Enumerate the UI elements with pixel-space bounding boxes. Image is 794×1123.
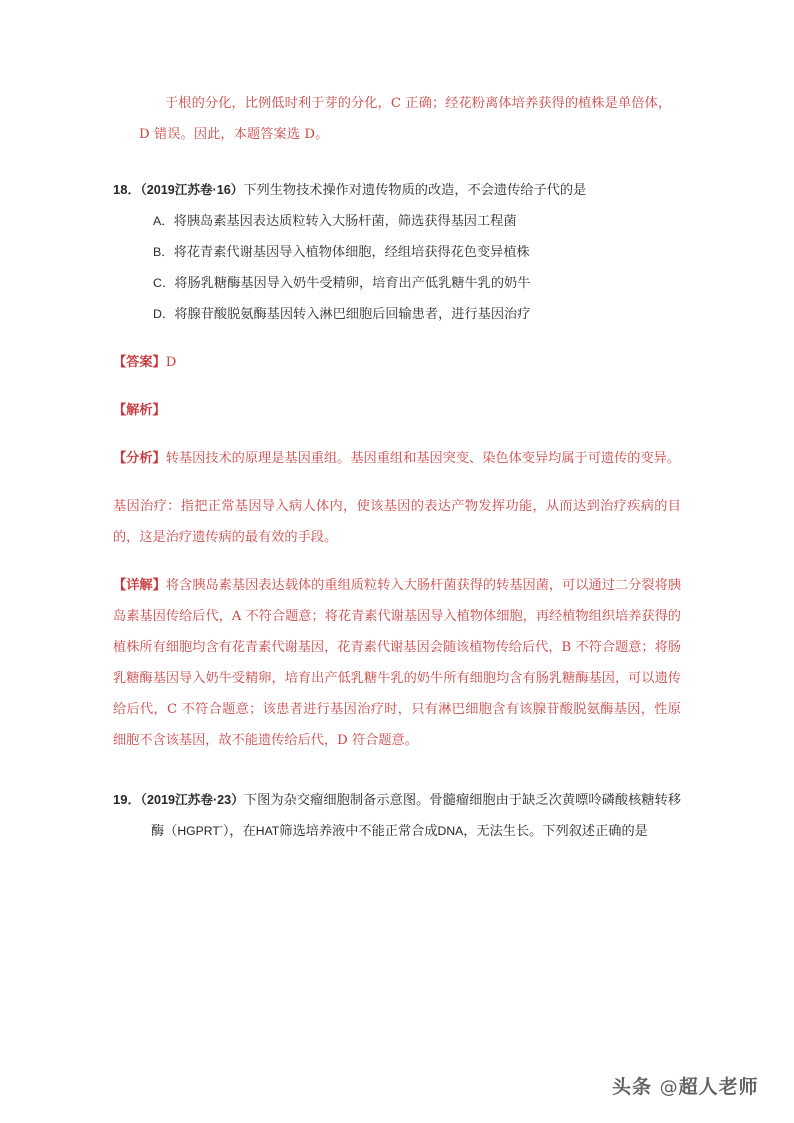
- question-18-option-d: [113, 299, 681, 330]
- watermark-platform: 头条: [612, 1076, 653, 1098]
- option-b-label: B．: [153, 245, 174, 259]
- question-19-text-part4: ，无法生长。下列叙述正确的是: [463, 824, 648, 839]
- gene-therapy-text: 基因治疗：指把正常基因导入病人体内，使该基因的表达产物发挥功能，从而达到治疗疾病的目的，这是治疗遗传病的最有效的手段。: [113, 499, 681, 545]
- hgprt-abbreviation: HGPRT: [177, 824, 220, 838]
- option-b-text: 将花青素代谢基因导入植物体细胞，经组培获得花色变异植株: [173, 245, 530, 260]
- question-18-detailed-explanation: [113, 570, 681, 756]
- option-c-label: C．: [153, 276, 175, 290]
- question-18-number: 18．: [113, 182, 141, 197]
- watermark-author: 超人老师: [678, 1076, 759, 1098]
- hat-abbreviation: HAT: [255, 824, 280, 838]
- question-18-source: （2019江苏卷·16）: [140, 183, 244, 197]
- question-18-stem: 下列生物技术操作对遗传物质的改造，不会遗传给子代的是: [243, 183, 587, 198]
- continued-paragraph: [113, 88, 681, 150]
- analysis-tag: 【分析】: [113, 451, 166, 466]
- question-19-heading: [113, 784, 681, 847]
- option-a-label: A．: [153, 214, 174, 228]
- page-content: [113, 88, 681, 847]
- question-18-explanation-header: [113, 395, 681, 426]
- continued-line-2: D 错误。因此，本题答案选 D。: [139, 127, 329, 142]
- question-18-option-c: [113, 268, 681, 299]
- watermark-at-symbol: @: [659, 1077, 679, 1098]
- option-d-label: D．: [153, 307, 175, 321]
- question-19-source: （2019江苏卷·23）: [140, 793, 244, 807]
- question-19-text-part2: ），在: [222, 824, 256, 839]
- continued-line-1: 于根的分化，比例低时利于芽的分化，C 正确；经花粉离体培养获得的植株是单倍体，: [165, 96, 672, 111]
- option-c-text: 将肠乳糖酶基因导入奶牛受精卵，培育出产低乳糖牛乳的奶牛: [174, 276, 531, 291]
- question-18-answer: [113, 347, 681, 378]
- hgprt-superscript-minus: -: [219, 821, 223, 832]
- question-18-heading: [113, 174, 681, 206]
- question-18-option-a: [113, 206, 681, 237]
- answer-tag: 【答案】: [113, 355, 166, 370]
- option-a-text: 将胰岛素基因表达质粒转入大肠杆菌，筛选获得基因工程菌: [173, 214, 517, 229]
- detail-text: 将含胰岛素基因表达载体的重组质粒转入大肠杆菌获得的转基因菌，可以通过二分裂将胰岛素基因传给后代，A 不符合题意；将花青素代谢基因导入植物体细胞，再经植物组织培养获得的植株所有细胞均含有花青素代谢基因，花青素代谢基因会随该植物传给后代，B 不符合题意；将肠乳糖酶基因导入奶牛受精卵，培育出产低乳糖牛乳的奶牛所有细胞均含有肠乳糖酶基因，可以遗传给后代，C 不符合题意；该患者进行基因治疗时，只有淋巴细胞含有该腺苷酸脱氨酶基因，性原细胞不含该基因，故不能遗传给后代，D 符合题意。: [113, 578, 682, 748]
- question-19-number: 19．: [113, 792, 141, 807]
- explanation-tag: 【解析】: [113, 403, 166, 418]
- analysis-text: 转基因技术的原理是基因重组。基因重组和基因突变、染色体变异均属于可遗传的变异。: [165, 451, 681, 466]
- watermark: [612, 1072, 759, 1099]
- question-19-text-part1: 下图为杂交瘤细胞制备示意图。骨髓瘤细胞由于缺乏次黄嘌呤磷酸核糖转移酶（: [151, 793, 682, 839]
- dna-abbreviation: DNA: [437, 824, 464, 838]
- question-18-analysis: [113, 443, 681, 474]
- answer-value: D: [165, 355, 177, 370]
- question-19-text-part3: 筛选培养液中不能正常合成: [279, 824, 438, 839]
- gene-therapy-paragraph: [113, 491, 681, 553]
- option-d-text: 将腺苷酸脱氨酶基因转入淋巴细胞后回输患者，进行基因治疗: [174, 307, 531, 322]
- question-18-option-b: [113, 237, 681, 268]
- detail-tag: 【详解】: [113, 578, 166, 593]
